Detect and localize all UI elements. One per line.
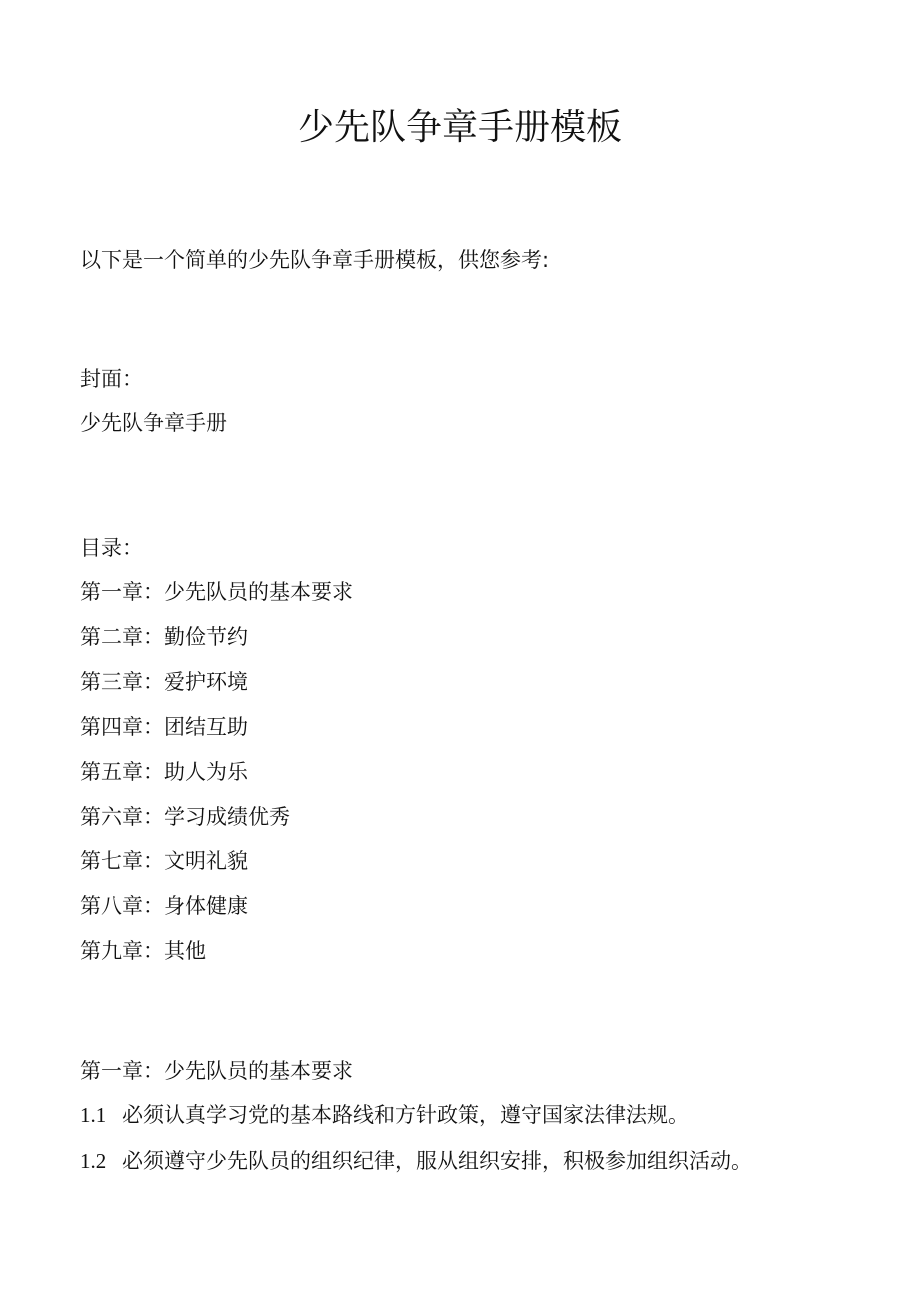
toc-item-6: 第六章：学习成绩优秀 <box>80 805 290 829</box>
toc-item-4: 第四章：团结互助 <box>80 715 248 739</box>
chapter1-item <box>80 1100 689 1130</box>
cover-heading: 封面： <box>80 367 143 391</box>
document-title: 少先队争章手册模板 <box>297 107 622 148</box>
chapter1-heading: 第一章：少先队员的基本要求 <box>80 1059 353 1083</box>
item-text: 必须遵守少先队员的组织纪律，服从组织安排，积极参加组织活动。 <box>122 1149 752 1173</box>
toc-item-2: 第二章：勤俭节约 <box>80 625 248 649</box>
item-number: 1.2 <box>80 1149 107 1173</box>
toc-item-5: 第五章：助人为乐 <box>80 760 248 784</box>
item-text: 必须认真学习党的基本路线和方针政策，遵守国家法律法规。 <box>122 1103 689 1127</box>
toc-item-9: 第九章：其他 <box>80 939 206 963</box>
chapter1-item <box>80 1146 752 1176</box>
toc-heading: 目录： <box>80 536 143 560</box>
cover-text: 少先队争章手册 <box>80 411 227 435</box>
toc-item-3: 第三章：爱护环境 <box>80 670 248 694</box>
toc-item-8: 第八章：身体健康 <box>80 894 248 918</box>
item-number: 1.1 <box>80 1103 107 1127</box>
intro-paragraph: 以下是一个简单的少先队争章手册模板，供您参考: <box>80 248 550 272</box>
toc-item-1: 第一章：少先队员的基本要求 <box>80 580 353 604</box>
toc-item-7: 第七章：文明礼貌 <box>80 849 248 873</box>
